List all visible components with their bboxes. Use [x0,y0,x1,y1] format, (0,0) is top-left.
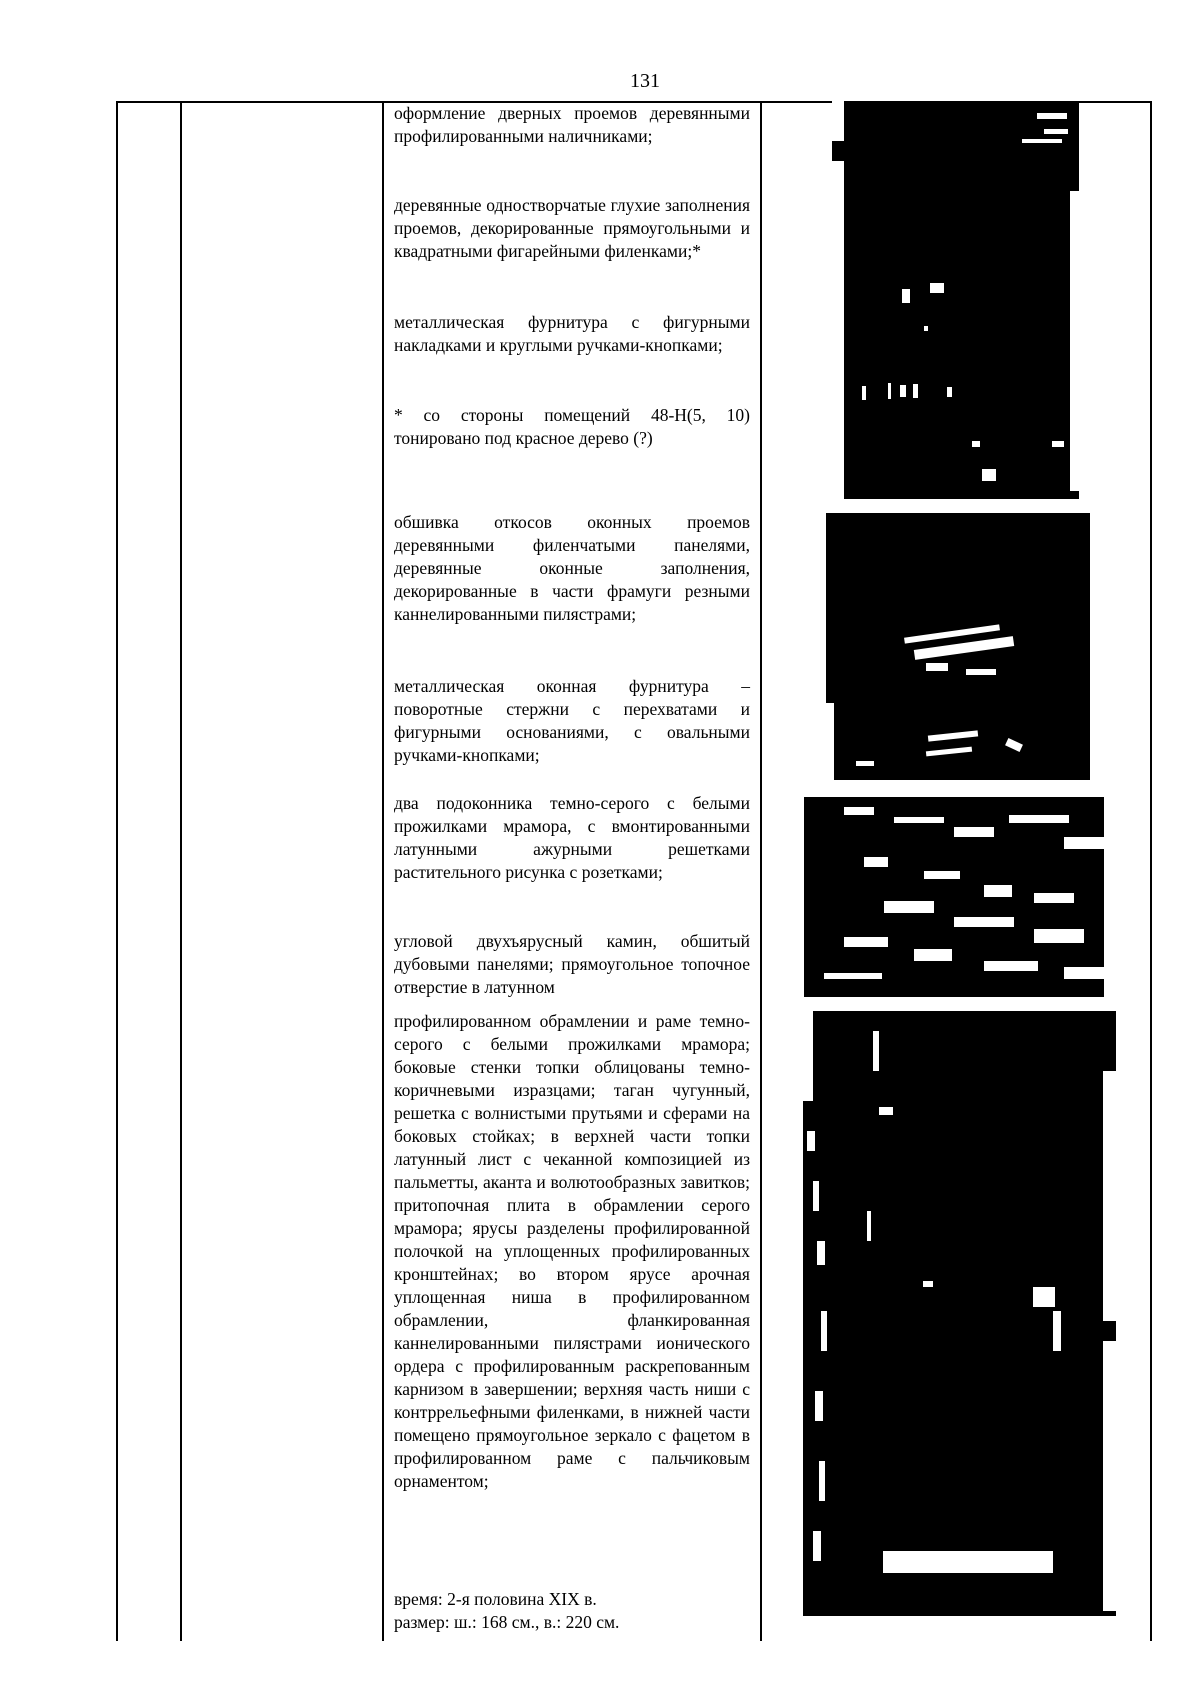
description-door-frames: оформление дверных проемов деревянными профилированными наличниками; [394,103,750,146]
column-border-3 [382,101,384,1641]
column-border-5 [1150,101,1152,1641]
description-door-leaves: деревянные одностворчатые глухие заполнения проемов, декорированные прямоугольными и квадратными фигарейными филенками;* [394,195,750,261]
column-border-1 [116,101,118,1641]
column-border-2 [180,101,182,1641]
description-fireplace-details: профилированном обрамлении и раме темно-серого с белыми прожилками мрамора; боковые стенки топки облицованы темно-коричневыми изразцами; таган чугунный, решетка с волнистыми прутьями и сферами на боковых стойках; в верхней части топки латунный лист с чеканной композицией из пальметты, аканта и волютообразных завитков; притопочная плита в обрамлении серого мрамора; ярусы разделены профилированной полочкой на уплощенных профилированных кронштейнах; во втором ярусе арочная уплощенная ниша в профилированном обрамлении, фланкированная каннелированными пилястрами ионического ордера с профилированным раскрепованным карнизом в завершении; верхняя часть ниши с контррельефными филенками, в нижней части помещено прямоугольное зеркало с фацетом в профилированном раме с пальчиковым орнаментом; [394,1011,750,1491]
description-toning-note: * со стороны помещений 48-Н(5, 10) тонировано под красное дерево (?) [394,405,750,448]
window-photo [826,513,1090,780]
fireplace-photo [803,1011,1116,1616]
description-door-hardware: металлическая фурнитура с фигурными накладками и круглыми ручками-кнопками; [394,312,750,355]
page-number: 131 [630,70,660,92]
door-photo [832,101,1079,499]
description-size: размер: ш.: 168 см., в.: 220 см. [394,1612,620,1632]
description-window-panels: обшивка откосов оконных проемов деревянными филенчатыми панелями, деревянные оконные заполнения, декорированные в части фрамуги резными каннелированными пилястрами; [394,512,750,624]
column-border-4 [760,101,762,1641]
window-sill-photo [804,797,1122,997]
description-period: время: 2-я половина XIX в. [394,1589,597,1609]
description-window-hardware: металлическая оконная фурнитура – поворотные стержни с перехватами и фигурными основаниями, с овальными ручками-кнопками; [394,676,750,765]
description-window-sills: два подоконника темно-серого с белыми прожилками мрамора, с вмонтированными латунными ажурными решетками растительного рисунка с розетками; [394,793,750,882]
description-fireplace-intro: угловой двухъярусный камин, обшитый дубовыми панелями; прямоугольное топочное отверстие в латунном [394,931,750,997]
